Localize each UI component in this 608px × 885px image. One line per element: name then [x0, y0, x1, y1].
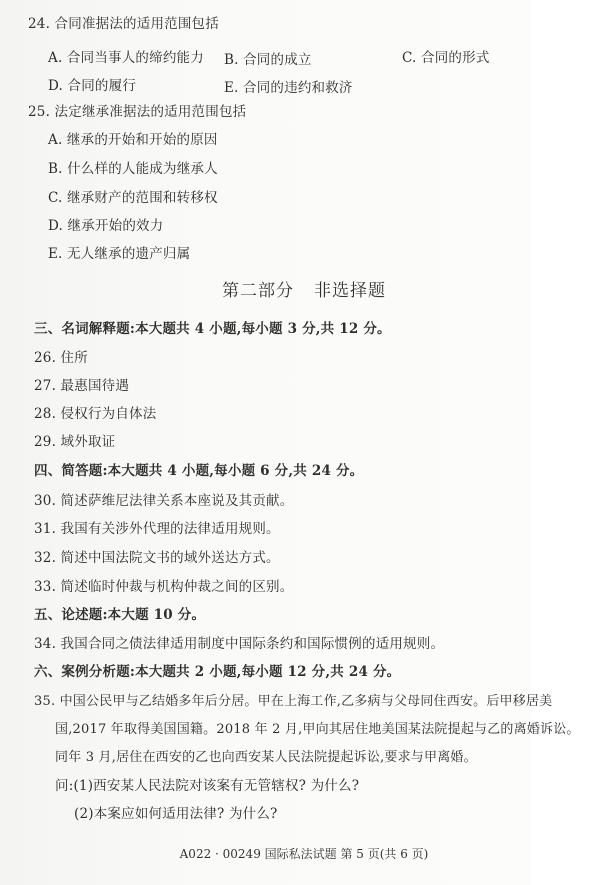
- q25-option-d: D. 继承开始的效力: [48, 218, 164, 234]
- q25-option-e: E. 无人继承的遗产归属: [48, 246, 191, 262]
- q26: 26. 住所: [34, 350, 88, 366]
- q25-stem: 25. 法定继承准据法的适用范围包括: [28, 104, 247, 120]
- q24-option-e: E. 合同的违约和救济: [224, 80, 353, 96]
- q25-option-c: C. 继承财产的范围和转移权: [48, 190, 218, 206]
- page-footer: A022 · 00249 国际私法试题 第 5 页(共 6 页): [179, 847, 429, 861]
- q31: 31. 我国有关涉外代理的法律适用规则。: [34, 521, 280, 537]
- q35-line-3: 同年 3 月,居住在西安的乙也向西安某人民法院提起诉讼,要求与甲离婚。: [55, 750, 477, 765]
- q24-option-b: B. 合同的成立: [224, 52, 312, 68]
- part-two-title: [0, 276, 608, 301]
- q24-option-a: A. 合同当事人的缔约能力: [48, 50, 204, 66]
- q35-ask-1: 问:(1)西安某人民法院对该案有无管辖权? 为什么?: [55, 778, 360, 794]
- q27: 27. 最惠国待遇: [34, 378, 130, 394]
- q28: 28. 侵权行为自体法: [34, 406, 157, 422]
- section3-heading: 三、名词解释题:本大题共 4 小题,每小题 3 分,共 12 分。: [34, 321, 391, 337]
- q35-line-1: 35. 中国公民甲与乙结婚多年后分居。甲在上海工作,乙多病与父母同住西安。后甲移居美: [34, 694, 553, 709]
- page-edge: [530, 0, 608, 885]
- q24-stem: 24. 合同准据法的适用范围包括: [28, 16, 219, 32]
- section5-heading: 五、论述题:本大题 10 分。: [34, 607, 206, 623]
- part-two-label: 第二部分: [222, 281, 294, 301]
- q29: 29. 域外取证: [34, 434, 116, 450]
- q24-option-c: C. 合同的形式: [402, 50, 490, 66]
- q35-ask-2: (2)本案应如何适用法律? 为什么?: [74, 806, 278, 822]
- section4-heading: 四、简答题:本大题共 4 小题,每小题 6 分,共 24 分。: [34, 463, 364, 479]
- part-two-subtitle: 非选择题: [314, 281, 386, 301]
- q32: 32. 简述中国法院文书的域外送达方式。: [34, 550, 280, 566]
- q25-option-b: B. 什么样的人能成为继承人: [48, 161, 218, 177]
- q25-option-a: A. 继承的开始和开始的原因: [48, 132, 218, 148]
- q34: 34. 我国合同之债法律适用制度中国际条约和国际惯例的适用规则。: [34, 636, 445, 652]
- q35-line-2: 国,2017 年取得美国国籍。2018 年 2 月,甲向其居住地美国某法院提起与乙的离婚诉讼。: [55, 722, 580, 737]
- q24-option-d: D. 合同的履行: [48, 78, 137, 94]
- q33: 33. 简述临时仲裁与机构仲裁之间的区别。: [34, 579, 294, 595]
- section6-heading: 六、案例分析题:本大题共 2 小题,每小题 12 分,共 24 分。: [34, 664, 401, 680]
- q30: 30. 简述萨维尼法律关系本座说及其贡献。: [34, 493, 294, 509]
